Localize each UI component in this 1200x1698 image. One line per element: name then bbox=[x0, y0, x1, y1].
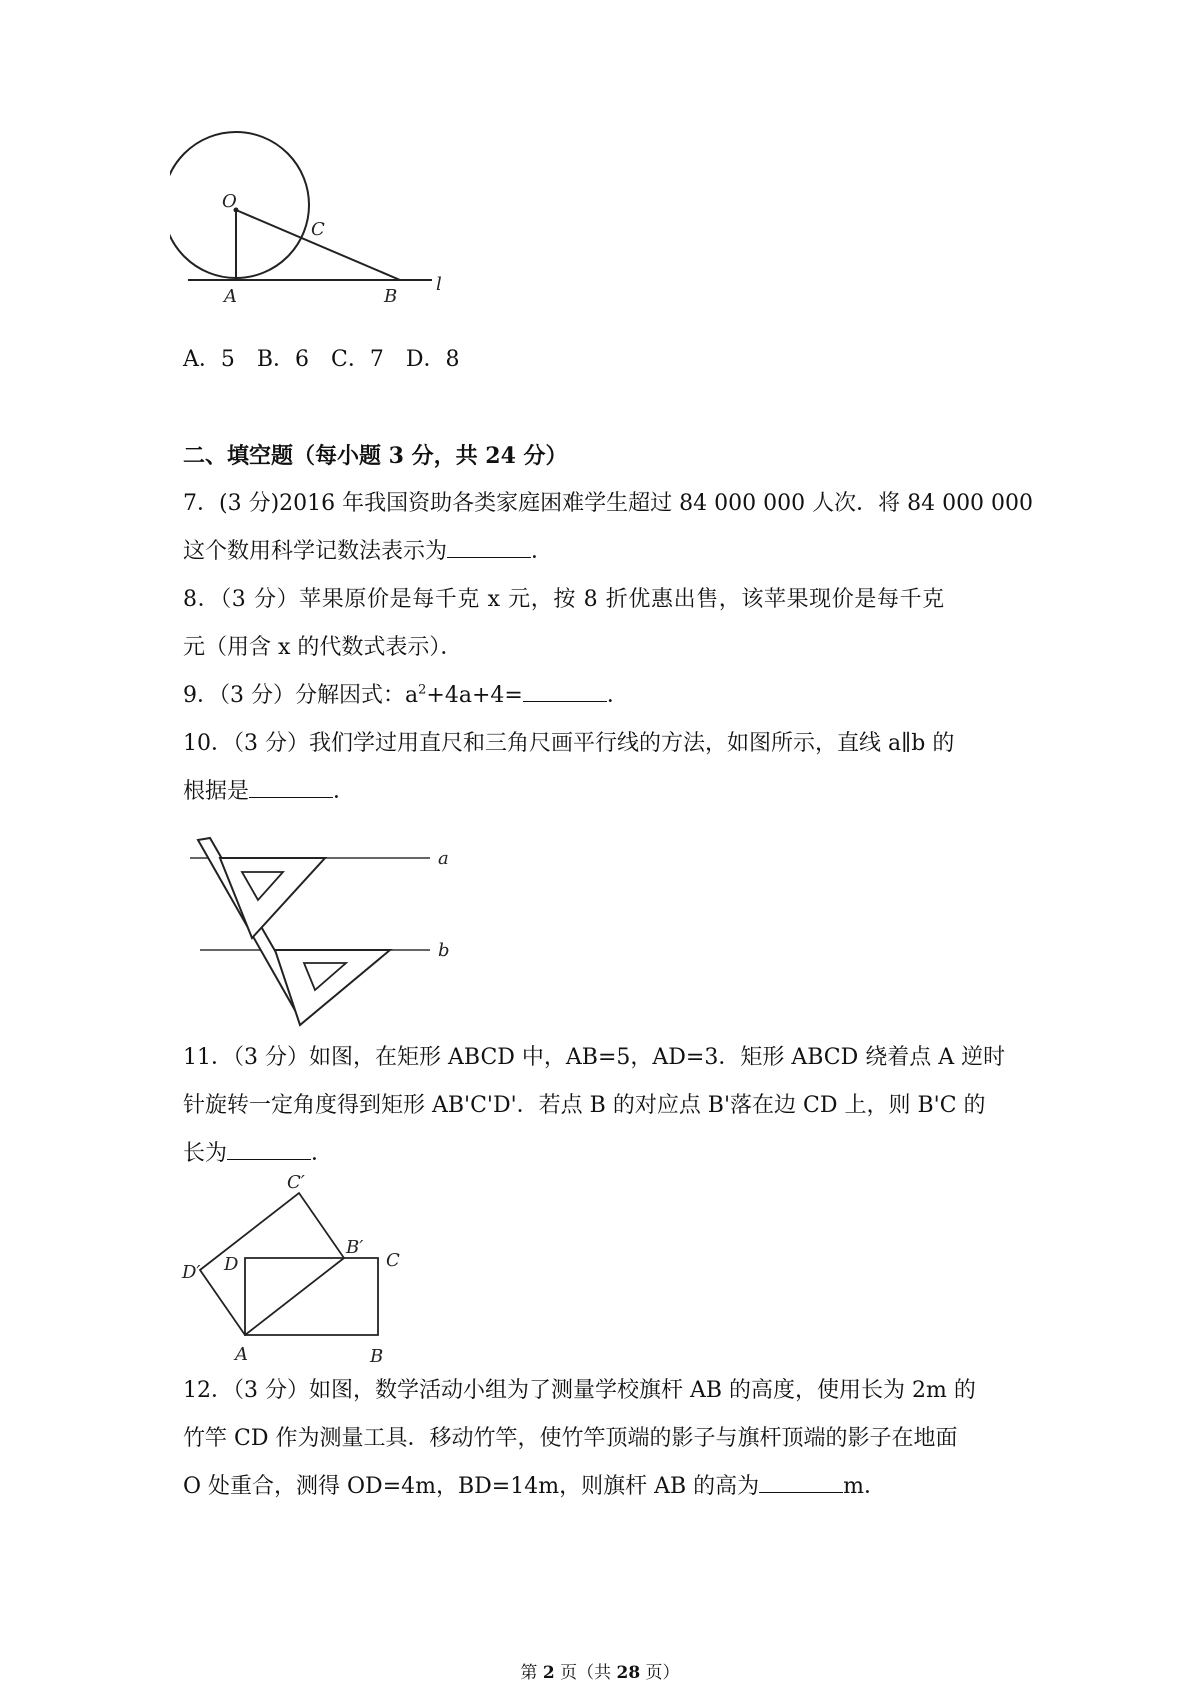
label-o: O bbox=[222, 191, 237, 212]
q11-answer-blank[interactable] bbox=[227, 1141, 311, 1160]
footer-text-mid: 页（共 bbox=[554, 1663, 617, 1683]
label-l: l bbox=[436, 274, 442, 295]
label-b: B bbox=[384, 286, 398, 307]
q9-exponent: 2 bbox=[418, 682, 427, 698]
label-b-prime: B′ bbox=[346, 1237, 364, 1258]
rectangle-ab-c-d-prime bbox=[200, 1193, 344, 1335]
q10-end: ． bbox=[333, 779, 356, 804]
q6-options: A．5 B．6 C．7 D．8 bbox=[183, 347, 460, 372]
label-c-point: C bbox=[386, 1250, 400, 1271]
label-c: C bbox=[311, 219, 325, 240]
q11-line-3 bbox=[183, 1139, 1043, 1169]
q11-text: 长为 bbox=[183, 1141, 228, 1166]
footer-text-end: 页） bbox=[640, 1663, 680, 1683]
q7-line-1: 7．(3 分)2016 年我国资助各类家庭困难学生超过 84 000 000 人次．将 84 000 000 bbox=[183, 491, 1034, 516]
rotated-rectangle-figure bbox=[180, 1172, 420, 1372]
q11-line-2: 针旋转一定角度得到矩形 AB'C'D'．若点 B 的对应点 B'落在边 CD 上，则 B'C 的 bbox=[183, 1093, 986, 1118]
label-a: A bbox=[224, 286, 237, 307]
label-d-point: D bbox=[224, 1254, 239, 1275]
circle-tangent-figure bbox=[170, 130, 490, 330]
label-a-point: A bbox=[235, 1344, 248, 1365]
q9-text: 9．（3 分）分解因式：a bbox=[183, 683, 419, 708]
q12-answer-blank[interactable] bbox=[759, 1474, 843, 1493]
q10-text: 根据是 bbox=[183, 779, 250, 804]
q10-line-1: 10．（3 分）我们学过用直尺和三角尺画平行线的方法，如图所示，直线 a∥b 的 bbox=[183, 731, 955, 756]
q9-end: ． bbox=[606, 683, 629, 708]
q10-answer-blank[interactable] bbox=[249, 779, 333, 798]
q12-line-1: 12．（3 分）如图，数学活动小组为了测量学校旗杆 AB 的高度，使用长为 2m 的 bbox=[183, 1378, 976, 1403]
label-b-line: b bbox=[438, 940, 450, 961]
label-c-prime: C′ bbox=[287, 1172, 305, 1193]
q11-line-1: 11．（3 分）如图，在矩形 ABCD 中，AB=5，AD=3．矩形 ABCD 绕着点 A 逆时 bbox=[183, 1045, 1006, 1070]
q11-end: ． bbox=[311, 1141, 334, 1166]
q7-text: 这个数用科学记数法表示为 bbox=[183, 539, 448, 564]
q9-line bbox=[183, 681, 1043, 711]
q7-answer-blank[interactable] bbox=[447, 539, 531, 558]
label-b-point: B bbox=[370, 1346, 384, 1367]
circle-o bbox=[170, 132, 309, 278]
set-square-bottom bbox=[275, 950, 390, 1025]
q12-line-3 bbox=[183, 1472, 1043, 1502]
q9-expression: +4a+4= bbox=[426, 683, 523, 708]
q7-end: ． bbox=[531, 539, 554, 564]
q12-text: O 处重合，测得 OD=4m，BD=14m，则旗杆 AB 的高为 bbox=[183, 1474, 760, 1499]
footer-total-pages: 28 bbox=[616, 1663, 641, 1683]
q8-line-2: 元（用含 x 的代数式表示）． bbox=[183, 635, 463, 660]
parallel-lines-figure bbox=[180, 820, 480, 1030]
q7-line-2 bbox=[183, 537, 1043, 567]
label-a-line: a bbox=[438, 848, 449, 869]
label-d-prime: D′ bbox=[182, 1262, 201, 1283]
q12-line-2: 竹竿 CD 作为测量工具．移动竹竿，使竹竿顶端的影子与旗杆顶端的影子在地面 bbox=[183, 1426, 958, 1451]
q12-end: m． bbox=[843, 1474, 887, 1499]
section-2-heading: 二、填空题（每小题 3 分，共 24 分） bbox=[183, 443, 568, 469]
page-footer bbox=[0, 1658, 1200, 1683]
q9-answer-blank[interactable] bbox=[523, 683, 607, 702]
q10-line-2 bbox=[183, 777, 1043, 807]
footer-text: 第 bbox=[520, 1663, 543, 1683]
footer-page-number: 2 bbox=[542, 1663, 555, 1683]
rectangle-abcd bbox=[245, 1258, 378, 1335]
q8-line-1: 8．（3 分）苹果原价是每千克 x 元，按 8 折优惠出售，该苹果现价是每千克 bbox=[183, 587, 945, 612]
set-square-top bbox=[220, 858, 325, 938]
